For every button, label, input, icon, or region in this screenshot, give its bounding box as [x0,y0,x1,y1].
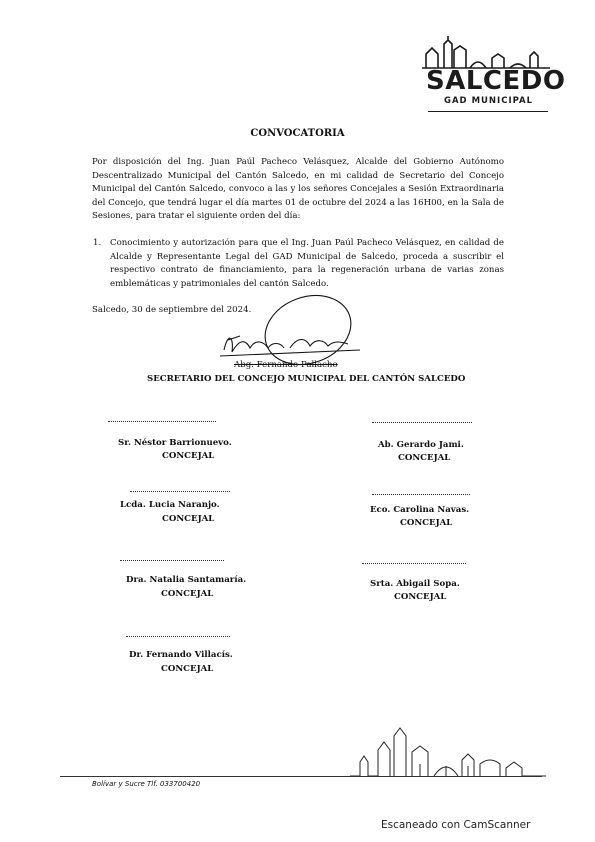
footer-rule [60,776,542,777]
signature-line [362,563,466,564]
councillor-role: CONCEJAL [394,592,447,602]
agenda-item-text: Conocimiento y autorización para que el Ing. Juan Paúl Pacheco Velásquez, en calidad de Alcalde y Representante Legal del GAD Municipal de Salcedo, proceda a suscribir el respectivo contrato de financiamiento, para la regeneración urbana de varias zonas emblemáticas y patrimoniales del cantón Salcedo. [110,238,504,289]
logo-divider [428,111,548,112]
signatory-role: SECRETARIO DEL CONCEJO MUNICIPAL DEL CANTÓN SALCEDO [147,374,466,384]
signature-line [120,560,224,561]
councillor-name: Dr. Fernando Villacís. [129,650,233,660]
signature-line [372,422,472,423]
signature-line [130,491,230,492]
document-title: CONVOCATORIA [250,128,345,139]
councillor-name: Sr. Néstor Barrionuevo. [118,438,232,448]
councillor-name: Srta. Abigail Sopa. [370,579,460,589]
logo-wordmark: SALCEDO [426,66,566,96]
councillor-role: CONCEJAL [162,514,215,524]
agenda-item [93,237,504,291]
signatory-name: Abg. Fernando Pallacho [234,360,338,370]
scanner-watermark: Escaneado con CamScanner [381,819,531,831]
intro-paragraph: Por disposición del Ing. Juan Paúl Pacheco Velásquez, Alcalde del Gobierno Autónomo Descentralizado Municipal del Cantón Salcedo, en mi calidad de Secretario del Concejo Municipal del Cantón Salcedo, convoco a las y los señores Concejales a Sesión Extraordinaria del Concejo, que tendrá lugar el día martes 01 de octubre del 2024 a las 16H00, en la Sala de Sesiones, para tratar el siguiente orden del día: [92,157,504,222]
salcedo-logo [418,36,566,124]
footer-skyline-icon [350,722,550,782]
signature-line [126,636,230,637]
footer-address: Bolívar y Sucre Tlf. 033700420 [92,780,201,788]
logo-subtitle: GAD MUNICIPAL [444,96,534,106]
agenda-item-number: 1. [93,238,102,248]
councillor-role: CONCEJAL [400,518,453,528]
skyline-logo-icon [418,36,558,70]
councillor-role: CONCEJAL [161,664,214,674]
councillor-name: Ab. Gerardo Jami. [378,440,464,450]
councillor-name: Eco. Carolina Navas. [370,505,470,515]
councillor-name: Dra. Natalia Santamaría. [126,575,247,585]
councillor-role: CONCEJAL [398,453,451,463]
signature-line [372,494,470,495]
signature-line [108,421,216,422]
date-line: Salcedo, 30 de septiembre del 2024. [92,305,252,315]
councillor-name: Lcda. Lucia Naranjo. [120,500,220,510]
councillor-role: CONCEJAL [161,589,214,599]
councillor-role: CONCEJAL [162,451,215,461]
